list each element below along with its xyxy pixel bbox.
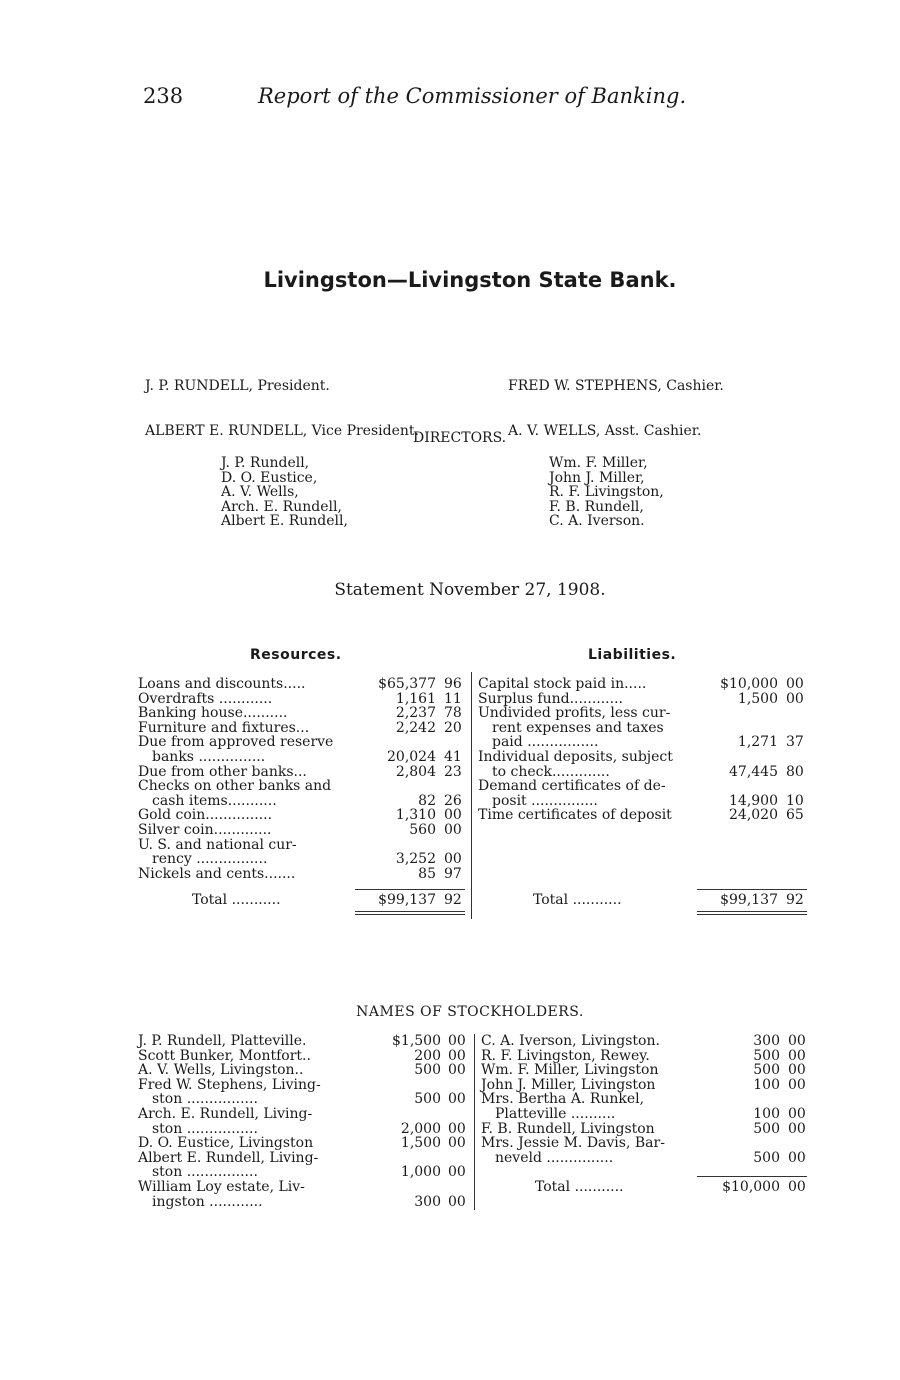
liabilities-row	[0, 765, 900, 780]
stockholder-right-label: neveld ...............	[495, 1149, 614, 1166]
director-name: Albert E. Rundell,	[221, 513, 348, 530]
stockholder-right-total-cents: 00	[788, 1179, 806, 1195]
stockholder-right-row	[0, 1034, 900, 1049]
liabilities-label: Time certificates of deposit	[478, 807, 672, 824]
liabilities-row	[0, 692, 900, 707]
stockholder-right-amount: 100	[753, 1106, 780, 1122]
liabilities-label: Demand certificates of de-	[478, 778, 666, 795]
liabilities-row	[0, 735, 900, 750]
resources-cents: 41	[444, 749, 462, 765]
stockholder-left-cents: 00	[448, 1033, 466, 1049]
resources-amount: 1,161	[395, 690, 436, 707]
bank-title: Livingston—Livingston State Bank.	[263, 268, 677, 292]
stockholder-right-row	[0, 1136, 900, 1151]
stockholder-left-cents: 00	[448, 1164, 466, 1181]
stockholder-right-row	[0, 1122, 900, 1137]
liabilities-label: Surplus fund............	[478, 690, 623, 707]
stockholder-right-label: Wm. F. Miller, Livingston	[481, 1062, 659, 1079]
liabilities-row	[0, 721, 900, 736]
stockholder-right-row	[0, 1151, 900, 1166]
resources-row	[0, 867, 900, 882]
stockholder-left-label: ston ................	[152, 1120, 258, 1137]
resources-label: cash items...........	[152, 792, 277, 809]
stockholder-left-amount: 1,500	[400, 1135, 441, 1152]
stockholder-left-cents: 00	[448, 1193, 466, 1210]
directors-left	[221, 456, 348, 529]
stockholder-left-label: ston ................	[152, 1164, 258, 1181]
liabilities-cents: 00	[786, 676, 804, 692]
resources-amount: 2,804	[395, 763, 436, 780]
stockholder-left-row	[0, 1195, 900, 1210]
stockholder-left-amount: 2,000	[400, 1120, 441, 1137]
stockholder-left-label: Arch. E. Rundell, Living-	[138, 1106, 313, 1122]
stockholder-right-cents: 00	[788, 1047, 806, 1064]
liabilities-label: paid ................	[492, 734, 599, 751]
stockholder-right-label: Mrs. Jessie M. Davis, Bar-	[481, 1135, 665, 1152]
resources-label: Due from other banks...	[138, 763, 307, 780]
stockholder-right-total-rule	[697, 1176, 807, 1177]
liabilities-amount: 1,271	[737, 734, 778, 751]
stockholder-left-amount: 200	[414, 1047, 441, 1064]
resources-label: banks ...............	[152, 749, 266, 765]
officer-asst-cashier: A. V. WELLS, Asst. Cashier.	[508, 423, 702, 439]
resources-row	[0, 852, 900, 867]
stockholder-left-label: William Loy estate, Liv-	[138, 1179, 305, 1195]
liabilities-amount: 24,020	[729, 807, 778, 824]
stockholder-right-total-amount: $10,000	[722, 1179, 780, 1195]
liabilities-heading: Liabilities.	[588, 647, 677, 663]
stockholder-right-amount: 500	[753, 1062, 780, 1079]
liabilities-label: rent expenses and taxes	[492, 719, 664, 736]
stockholder-right-label: Platteville ..........	[495, 1106, 616, 1122]
stockholder-left-amount: 1,000	[400, 1164, 441, 1181]
resources-cents: 96	[444, 676, 462, 692]
stockholders-heading: NAMES OF STOCKHOLDERS.	[356, 1004, 584, 1020]
liabilities-amount: 47,445	[729, 763, 778, 780]
resources-amount: 2,242	[395, 719, 436, 736]
liabilities-label: Individual deposits, subject	[478, 749, 673, 765]
stockholder-right-amount: 500	[753, 1047, 780, 1064]
resources-heading: Resources.	[250, 647, 342, 663]
stockholder-right-cents: 00	[788, 1062, 806, 1079]
stockholder-left-cents: 00	[448, 1120, 466, 1137]
resources-cents: 00	[444, 807, 462, 824]
statement-date: Statement November 27, 1908.	[334, 580, 606, 600]
resources-total-label: Total ...........	[192, 892, 281, 908]
stockholder-left-label: J. P. Rundell, Platteville.	[138, 1033, 307, 1049]
stockholder-left-label: D. O. Eustice, Livingston	[138, 1135, 314, 1152]
resources-cents: 26	[444, 792, 462, 809]
officer-cashier: FRED W. STEPHENS, Cashier.	[508, 378, 724, 394]
liabilities-row	[0, 794, 900, 809]
resources-amount: 2,237	[395, 705, 436, 722]
liabilities-total-rule	[697, 889, 807, 890]
running-title: Report of the Commissioner of Banking.	[258, 84, 687, 108]
officers-left	[145, 349, 419, 454]
liabilities-row	[0, 779, 900, 794]
stockholder-left-row	[0, 1165, 900, 1180]
resources-label: Nickels and cents.......	[138, 865, 296, 882]
director-name: Arch. E. Rundell,	[221, 498, 342, 515]
stockholder-left-cents: 00	[448, 1062, 466, 1079]
stockholder-right-cents: 00	[788, 1076, 806, 1093]
liabilities-row	[0, 808, 900, 823]
director-name: John J. Miller,	[549, 469, 645, 486]
stockholder-right-row	[0, 1049, 900, 1064]
director-name: Wm. F. Miller,	[549, 455, 648, 471]
resources-label: Loans and discounts.....	[138, 676, 306, 692]
resources-amount: 82	[418, 792, 436, 809]
resources-label: Gold coin...............	[138, 807, 273, 824]
resources-amount: 3,252	[395, 851, 436, 868]
resources-double-rule	[355, 911, 465, 915]
stockholder-left-cents: 00	[448, 1091, 466, 1108]
stockholder-left-cents: 00	[448, 1135, 466, 1152]
resources-cents: 78	[444, 705, 462, 722]
liabilities-amount: 14,900	[729, 792, 778, 809]
stockholder-right-amount: 100	[753, 1076, 780, 1093]
liabilities-label: Undivided profits, less cur-	[478, 705, 671, 722]
stockholder-right-row	[0, 1063, 900, 1078]
stockholder-left-amount: 500	[414, 1091, 441, 1108]
stockholder-left-label: Albert E. Rundell, Living-	[138, 1149, 319, 1166]
resources-amount: 1,310	[395, 807, 436, 824]
resources-cents: 20	[444, 719, 462, 736]
stockholder-right-total-label: Total ...........	[535, 1179, 624, 1195]
stockholder-right-label: Mrs. Bertha A. Runkel,	[481, 1091, 645, 1108]
stockholder-right-label: F. B. Rundell, Livingston	[481, 1120, 655, 1137]
stockholder-right-row	[0, 1078, 900, 1093]
resources-cents: 23	[444, 763, 462, 780]
resources-cents: 11	[444, 690, 462, 707]
stockholder-right-row	[0, 1107, 900, 1122]
liabilities-label: to check.............	[492, 763, 610, 780]
stockholder-left-label: ingston ............	[152, 1193, 263, 1210]
stockholder-left-amount: $1,500	[392, 1033, 441, 1049]
resources-label: Checks on other banks and	[138, 778, 332, 795]
resources-label: Overdrafts ............	[138, 690, 273, 707]
liabilities-row	[0, 706, 900, 721]
resources-row	[0, 838, 900, 853]
officers-right	[508, 349, 724, 454]
resources-label: Banking house..........	[138, 705, 288, 722]
liabilities-cents: 10	[786, 792, 804, 809]
stockholder-right-amount: 500	[753, 1120, 780, 1137]
resources-amount: $65,377	[378, 676, 436, 692]
stockholder-right-cents: 00	[788, 1120, 806, 1137]
liabilities-total-amount: $99,137	[720, 892, 778, 908]
liabilities-label: Capital stock paid in.....	[478, 676, 647, 692]
liabilities-double-rule	[697, 911, 807, 915]
resources-total-rule	[355, 889, 465, 890]
resources-label: Silver coin.............	[138, 822, 272, 838]
liabilities-row	[0, 677, 900, 692]
director-name: D. O. Eustice,	[221, 469, 318, 486]
resources-amount: 560	[409, 822, 436, 838]
liabilities-amount: $10,000	[720, 676, 778, 692]
resources-label: Due from approved reserve	[138, 734, 334, 751]
director-name: A. V. Wells,	[221, 484, 299, 501]
officer-vice-president: ALBERT E. RUNDELL, Vice President.	[145, 423, 419, 439]
resources-label: U. S. and national cur-	[138, 836, 297, 853]
stockholder-left-cents: 00	[448, 1047, 466, 1064]
stockholder-right-cents: 00	[788, 1033, 806, 1049]
liabilities-row	[0, 750, 900, 765]
resources-amount: 85	[418, 865, 436, 882]
liabilities-cents: 80	[786, 763, 804, 780]
resources-label: Furniture and fixtures...	[138, 719, 310, 736]
resources-cents: 00	[444, 851, 462, 868]
stockholder-right-label: John J. Miller, Livingston	[481, 1076, 656, 1093]
directors-right	[549, 456, 664, 529]
liabilities-cents: 65	[786, 807, 804, 824]
stockholder-left-label: Fred W. Stephens, Living-	[138, 1076, 321, 1093]
liabilities-total-label: Total ...........	[533, 892, 622, 908]
liabilities-cents: 00	[786, 690, 804, 707]
stockholder-left-label: Scott Bunker, Montfort..	[138, 1047, 311, 1064]
stockholder-right-label: R. F. Livingston, Rewey.	[481, 1047, 650, 1064]
resources-cents: 97	[444, 865, 462, 882]
liabilities-amount: 1,500	[737, 690, 778, 707]
stockholder-right-label: C. A. Iverson, Livingston.	[481, 1033, 660, 1049]
director-name: J. P. Rundell,	[221, 455, 310, 471]
stockholder-left-label: A. V. Wells, Livingston..	[138, 1062, 304, 1079]
resources-amount: 20,024	[387, 749, 436, 765]
page-number: 238	[143, 84, 184, 108]
liabilities-total-cents: 92	[786, 892, 804, 908]
stockholder-right-amount: 300	[753, 1033, 780, 1049]
stockholder-right-amount: 500	[753, 1149, 780, 1166]
stockholder-left-label: ston ................	[152, 1091, 258, 1108]
stockholder-right-cents: 00	[788, 1149, 806, 1166]
resources-cents: 00	[444, 822, 462, 838]
liabilities-cents: 37	[786, 734, 804, 751]
stockholder-right-cents: 00	[788, 1106, 806, 1122]
resources-label: rency ................	[152, 851, 268, 868]
directors-heading: DIRECTORS.	[413, 430, 507, 446]
director-name: R. F. Livingston,	[549, 484, 664, 501]
resources-row	[0, 823, 900, 838]
liabilities-label: posit ...............	[492, 792, 598, 809]
director-name: C. A. Iverson.	[549, 513, 645, 530]
stockholder-left-amount: 500	[414, 1062, 441, 1079]
stockholder-left-amount: 300	[414, 1193, 441, 1210]
officer-president: J. P. RUNDELL, President.	[145, 378, 330, 394]
resources-total-amount: $99,137	[378, 892, 436, 908]
resources-total-cents: 92	[444, 892, 462, 908]
stockholder-right-row	[0, 1092, 900, 1107]
director-name: F. B. Rundell,	[549, 498, 644, 515]
